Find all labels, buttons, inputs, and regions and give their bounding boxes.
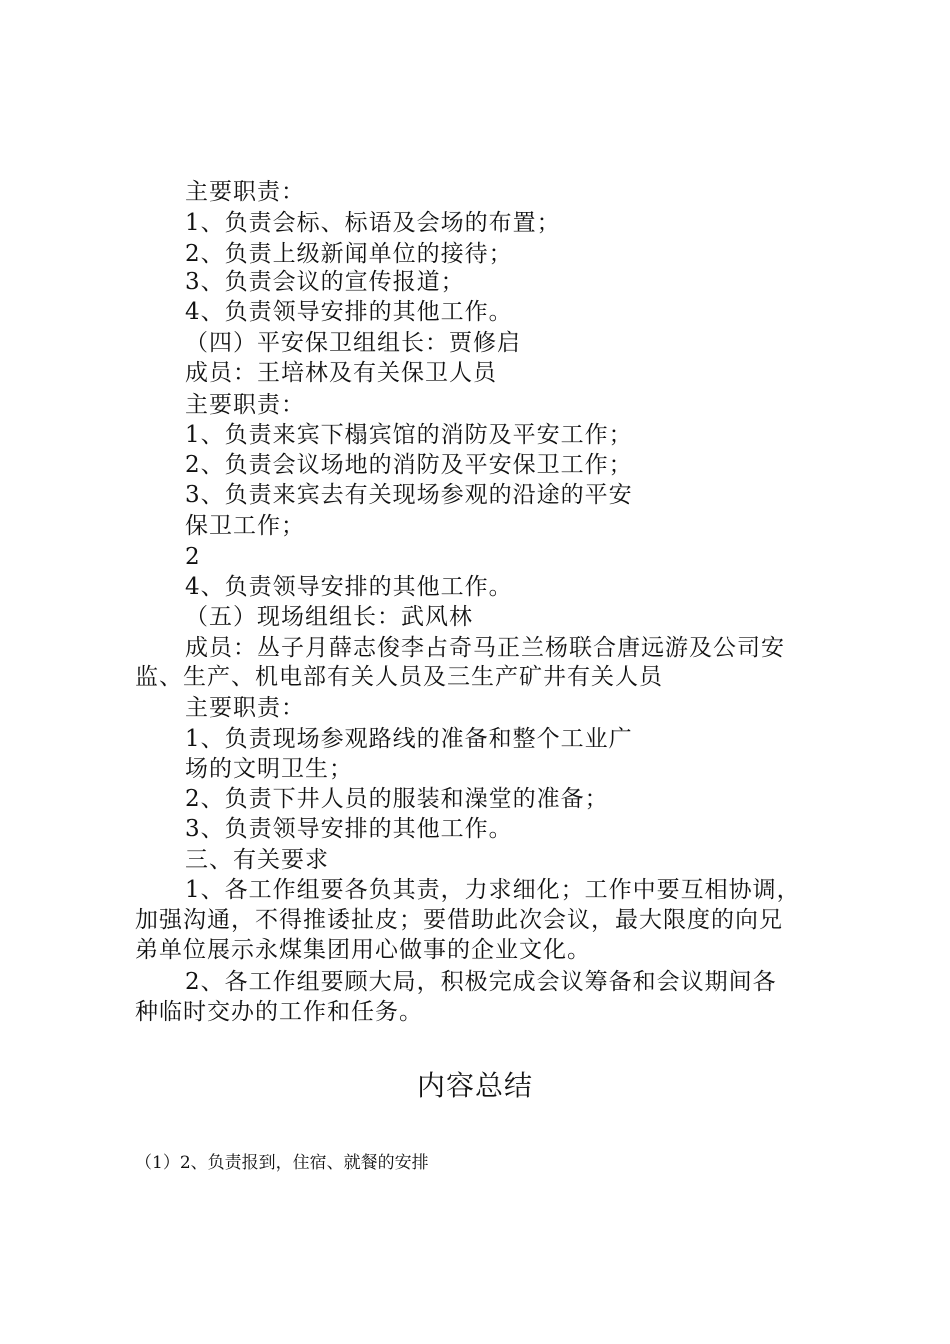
text-line: 保卫工作；: [185, 513, 305, 539]
text-line: 2、负责上级新闻单位的接待；: [185, 241, 513, 267]
text-line: 成员：王培林及有关保卫人员: [185, 360, 497, 386]
text-line: 1、负责现场参观路线的准备和整个工业广: [185, 726, 633, 752]
text-line: 3、负责会议的宣传报道；: [185, 269, 465, 295]
summary-heading: 内容总结: [416, 1069, 533, 1102]
text-line: 1、各工作组要各负其责，力求细化；工作中要互相协调，: [185, 877, 801, 903]
text-line: 3、负责领导安排的其他工作。: [185, 816, 513, 842]
section-heading: 三、有关要求: [185, 847, 329, 873]
summary-item: （1）2、负责报到，住宿、就餐的安排: [135, 1153, 429, 1173]
section-heading: （四）平安保卫组组长：贾修启: [185, 330, 521, 356]
text-line: 2、各工作组要顾大局，积极完成会议筹备和会议期间各: [185, 969, 777, 995]
text-line: 1、负责来宾下榻宾馆的消防及平安工作；: [185, 422, 633, 448]
text-line: 加强沟通，不得推诿扯皮；要借助此次会议，最大限度的向兄: [135, 907, 783, 933]
text-line: 3、负责来宾去有关现场参观的沿途的平安: [185, 482, 633, 508]
text-line: 场的文明卫生；: [185, 756, 353, 782]
section-heading: （五）现场组组长：武风林: [185, 604, 473, 630]
text-line: 1、负责会标、标语及会场的布置；: [185, 210, 561, 236]
text-line: 主要职责：: [185, 695, 305, 721]
text-line: 种临时交办的工作和任务。: [135, 999, 423, 1025]
text-line: 4、负责领导安排的其他工作。: [185, 299, 513, 325]
text-line: 成员：丛子月薛志俊李占奇马正兰杨联合唐远游及公司安: [185, 635, 785, 661]
text-line: 主要职责：: [185, 392, 305, 418]
text-line: 主要职责：: [185, 179, 305, 205]
text-line: 2、负责会议场地的消防及平安保卫工作；: [185, 452, 633, 478]
page-number: 2: [185, 544, 201, 570]
text-line: 4、负责领导安排的其他工作。: [185, 574, 513, 600]
text-line: 弟单位展示永煤集团用心做事的企业文化。: [135, 937, 591, 963]
text-line: 2、负责下井人员的服装和澡堂的准备；: [185, 786, 609, 812]
text-line: 监、生产、机电部有关人员及三生产矿井有关人员: [135, 664, 663, 690]
